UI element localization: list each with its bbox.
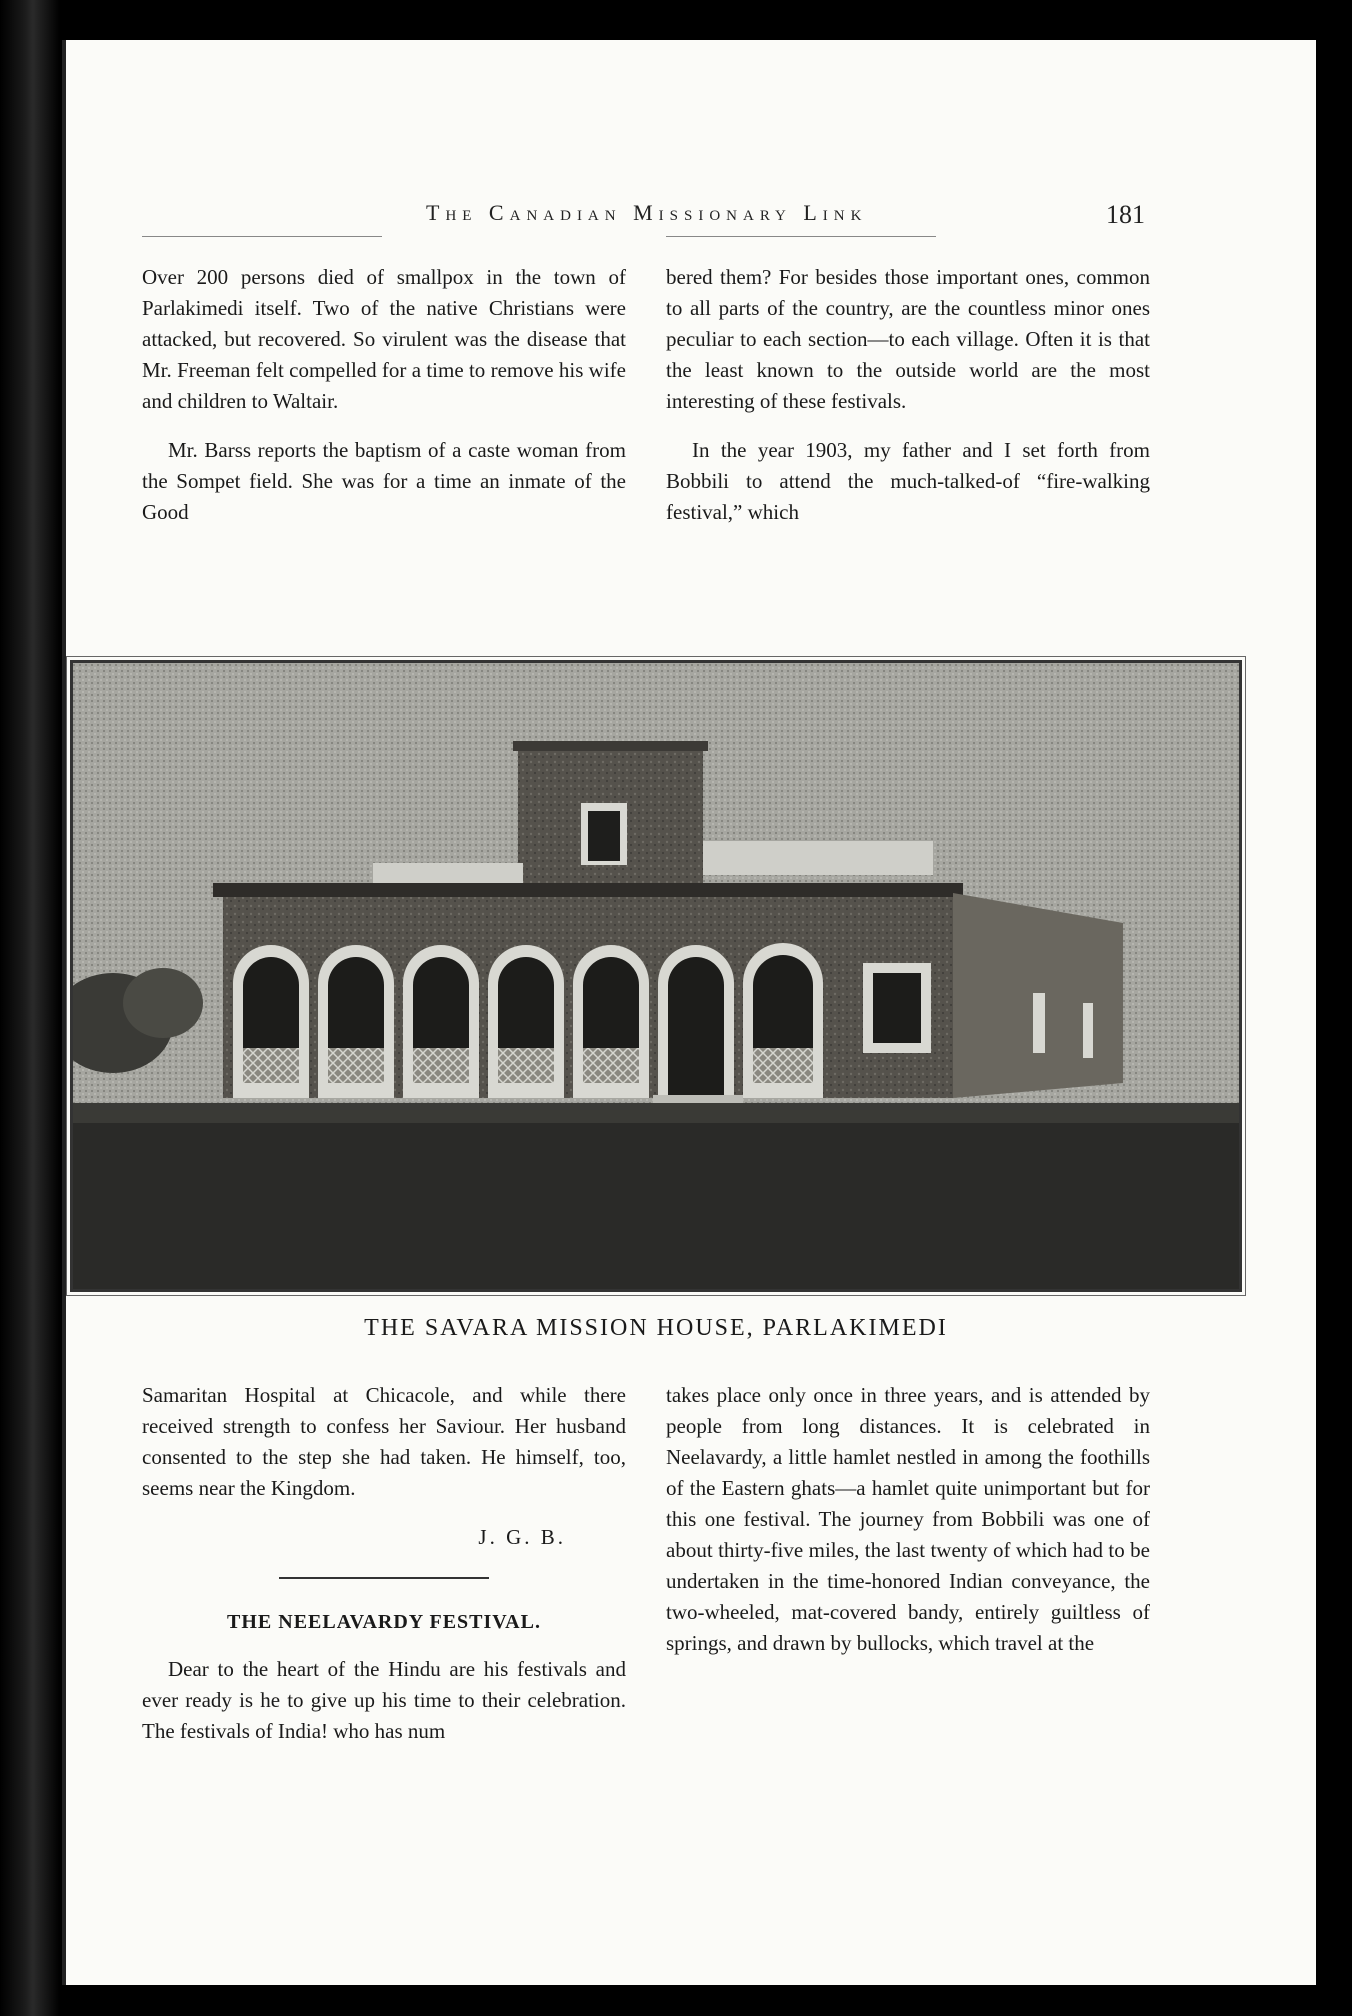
scanned-page	[62, 40, 1316, 1985]
page-header	[66, 200, 1316, 240]
column-bottom-left	[142, 1380, 626, 1765]
section-divider	[279, 1577, 489, 1579]
column-top-left	[142, 262, 626, 546]
mission-house-illustration	[73, 663, 1239, 1289]
running-title: The Canadian Missionary Link	[426, 200, 868, 225]
header-rule-right	[666, 236, 936, 237]
author-signature: J. G. B.	[478, 1525, 566, 1549]
mission-house-photo	[70, 660, 1242, 1292]
column-bottom-right	[666, 1380, 1150, 1677]
paragraph: takes place only once in three years, and is attended by people from long distances. It is celebrated in Neelavardy, a little hamlet nestled in among the foothills of the Eastern ghats—a hamlet quite unimportant but for this one festival. The journey from Bobbili was one of about thirty-five miles, the last twenty of which had to be undertaken in the time-honored Indian conveyance, the two-wheeled, mat-covered bandy, entirely guiltless of springs, and drawn by bullocks, which travel at the	[666, 1383, 1150, 1655]
paragraph: In the year 1903, my father and I set forth from Bobbili to attend the much-talked-of “fire-walking festival,” which	[666, 438, 1150, 524]
paragraph: Dear to the heart of the Hindu are his festivals and ever ready is he to give up his time to their celebration. The festivals of India! who has num	[142, 1657, 626, 1743]
column-top-right	[666, 262, 1150, 546]
page-number: 181	[1106, 200, 1145, 229]
paragraph: Over 200 persons died of smallpox in the town of Parlakimedi itself. Two of the native Christians were attacked, but recovered. So virulent was the disease that Mr. Freeman felt compelled for a time to remove his wife and children to Waltair.	[142, 265, 626, 413]
book-spine	[0, 0, 60, 2016]
photo-caption: THE SAVARA MISSION HOUSE, PARLAKIMEDI	[364, 1315, 948, 1341]
paragraph: bered them? For besides those important ones, common to all parts of the country, are the countless minor ones peculiar to each section—to each village. Often it is that the least known to the outside world are the most interesting of these festivals.	[666, 265, 1150, 413]
section-title: THE NEELAVARDY FESTIVAL.	[227, 1611, 541, 1633]
paragraph: Mr. Barss reports the baptism of a caste woman from the Sompet field. She was for a time an inmate of the Good	[142, 438, 626, 524]
header-rule-left	[142, 236, 382, 237]
paragraph: Samaritan Hospital at Chicacole, and while there received strength to confess her Saviour. Her husband consented to the step she had taken. He himself, too, seems near the Kingdom.	[142, 1383, 626, 1500]
